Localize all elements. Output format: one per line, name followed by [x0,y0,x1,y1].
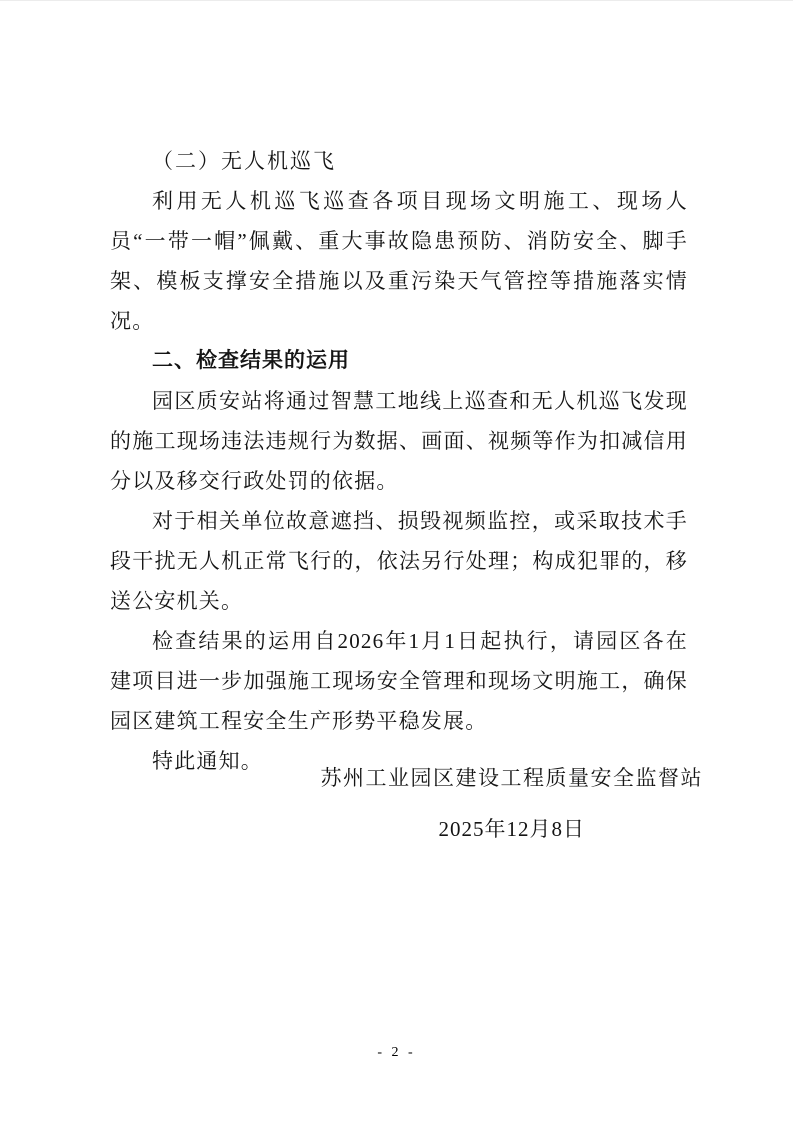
section-subheading: （二）无人机巡飞 [152,149,336,173]
section-heading: 二、检查结果的运用 [152,349,350,372]
body-paragraph: 对于相关单位故意遮挡、损毁视频监控，或采取技术手段干扰无人机正常飞行的，依法另行处理；构成犯罪的，移送公安机关。 [110,509,688,613]
body-paragraph: 检查结果的运用自2026年1月1日起执行，请园区各在建项目进一步加强施工现场安全管理和现场文明施工，确保园区建筑工程安全生产形势平稳发展。 [110,629,688,733]
signature-block [321,758,704,849]
body-paragraph: 利用无人机巡飞巡查各项目现场文明施工、现场人员“一带一帽”佩戴、重大事故隐患预防、消防安全、脚手架、模板支撑安全措施以及重污染天气管控等措施落实情况。 [110,189,688,333]
body-paragraph: 特此通知。 [152,749,263,773]
footer-page-number: - 2 - [377,1045,416,1060]
signature-date: 2025年12月8日 [438,817,585,841]
signature-organization: 苏州工业园区建设工程质量安全监督站 [320,766,703,790]
body-paragraph: 园区质安站将通过智慧工地线上巡查和无人机巡飞发现的施工现场违法违规行为数据、画面、视频等作为扣减信用分以及移交行政处罚的依据。 [110,389,688,493]
document-body [110,141,688,781]
